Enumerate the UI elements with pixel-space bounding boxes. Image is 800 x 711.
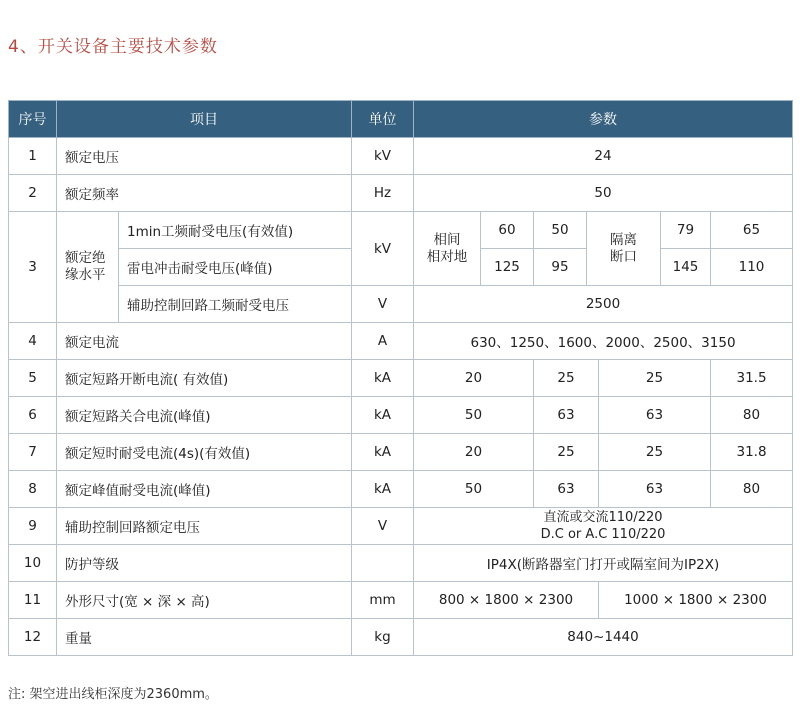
- footnote: 注: 架空进出线柜深度为2360mm。: [8, 687, 218, 702]
- isolation-label: 隔离 断口: [587, 212, 661, 286]
- table-row: [9, 286, 793, 323]
- table-row: [9, 508, 793, 545]
- value-cell: 20: [414, 360, 534, 397]
- row-no: 3: [9, 212, 57, 323]
- value-cell: 145: [661, 249, 711, 286]
- value-cell: 31.5: [711, 360, 793, 397]
- value-cell: 50: [534, 212, 587, 249]
- row-no: 6: [9, 397, 57, 434]
- row-item: 额定频率: [57, 175, 352, 212]
- row-unit: mm: [352, 582, 414, 619]
- table-row: [9, 434, 793, 471]
- row-value: 2500: [414, 286, 793, 323]
- table-row: [9, 138, 793, 175]
- row-item: 防护等级: [57, 545, 352, 582]
- value-cell: 125: [481, 249, 534, 286]
- row-unit: Hz: [352, 175, 414, 212]
- row-unit: kA: [352, 397, 414, 434]
- table-row: [9, 582, 793, 619]
- value-cell: 800 × 1800 × 2300: [414, 582, 599, 619]
- table-row: [9, 360, 793, 397]
- insulation-sub-item: 1min工频耐受电压(有效值): [119, 212, 352, 249]
- row-no: 12: [9, 619, 57, 656]
- row-unit: V: [352, 286, 414, 323]
- header-param: 参数: [414, 101, 793, 138]
- row-value: 840~1440: [414, 619, 793, 656]
- table-row: [9, 545, 793, 582]
- row-no: 7: [9, 434, 57, 471]
- insulation-sub-item: 辅助控制回路工频耐受电压: [119, 286, 352, 323]
- value-cell: 79: [661, 212, 711, 249]
- row-no: 2: [9, 175, 57, 212]
- value-cell: 1000 × 1800 × 2300: [599, 582, 793, 619]
- row-value: 24: [414, 138, 793, 175]
- value-cell: 31.8: [711, 434, 793, 471]
- row-item: 额定短路关合电流(峰值): [57, 397, 352, 434]
- value-cell: 65: [711, 212, 793, 249]
- row-item: 额定电压: [57, 138, 352, 175]
- row-item: 额定峰值耐受电流(峰值): [57, 471, 352, 508]
- row-value: 630、1250、1600、2000、2500、3150: [414, 323, 793, 360]
- row-unit: kA: [352, 471, 414, 508]
- row-item: 重量: [57, 619, 352, 656]
- table-row: [9, 397, 793, 434]
- value-cell: 60: [481, 212, 534, 249]
- row-unit: kA: [352, 360, 414, 397]
- value-cell: 20: [414, 434, 534, 471]
- row-unit: kV: [352, 212, 414, 286]
- row-no: 9: [9, 508, 57, 545]
- row-value: 50: [414, 175, 793, 212]
- insulation-sub-item: 雷电冲击耐受电压(峰值): [119, 249, 352, 286]
- value-cell: 63: [599, 471, 711, 508]
- table-row: [9, 619, 793, 656]
- value-cell: 50: [414, 397, 534, 434]
- value-cell: 110: [711, 249, 793, 286]
- value-cell: 50: [414, 471, 534, 508]
- value-cell: 63: [534, 471, 599, 508]
- row-item: 辅助控制回路额定电压: [57, 508, 352, 545]
- header-no: 序号: [9, 101, 57, 138]
- row-unit: kg: [352, 619, 414, 656]
- row-item: 额定短路开断电流( 有效值): [57, 360, 352, 397]
- value-cell: 25: [534, 434, 599, 471]
- row-unit: V: [352, 508, 414, 545]
- row-no: 5: [9, 360, 57, 397]
- header-unit: 单位: [352, 101, 414, 138]
- row-item: 额定短时耐受电流(4s)(有效值): [57, 434, 352, 471]
- insulation-group-label: 额定绝 缘水平: [57, 212, 119, 323]
- spec-table: [8, 100, 793, 656]
- value-cell: 80: [711, 397, 793, 434]
- header-item: 项目: [57, 101, 352, 138]
- row-no: 4: [9, 323, 57, 360]
- table-row: [9, 323, 793, 360]
- value-cell: 95: [534, 249, 587, 286]
- row-value: 直流或交流110/220 D.C or A.C 110/220: [414, 508, 793, 545]
- table-row: [9, 212, 793, 249]
- row-unit: A: [352, 323, 414, 360]
- table-row: [9, 471, 793, 508]
- value-cell: 25: [534, 360, 599, 397]
- row-unit: kV: [352, 138, 414, 175]
- row-item: 额定电流: [57, 323, 352, 360]
- row-unit: kA: [352, 434, 414, 471]
- row-no: 8: [9, 471, 57, 508]
- row-no: 1: [9, 138, 57, 175]
- row-no: 10: [9, 545, 57, 582]
- value-cell: 63: [534, 397, 599, 434]
- section-heading: 4、开关设备主要技术参数: [8, 37, 218, 57]
- phase-label: 相间 相对地: [414, 212, 481, 286]
- value-cell: 25: [599, 360, 711, 397]
- value-cell: 25: [599, 434, 711, 471]
- row-value: IP4X(断路器室门打开或隔室间为IP2X): [414, 545, 793, 582]
- row-item: 外形尺寸(宽 × 深 × 高): [57, 582, 352, 619]
- row-no: 11: [9, 582, 57, 619]
- value-cell: 80: [711, 471, 793, 508]
- row-unit: [352, 545, 414, 582]
- table-row: [9, 175, 793, 212]
- value-cell: 63: [599, 397, 711, 434]
- table-header-row: [9, 101, 793, 138]
